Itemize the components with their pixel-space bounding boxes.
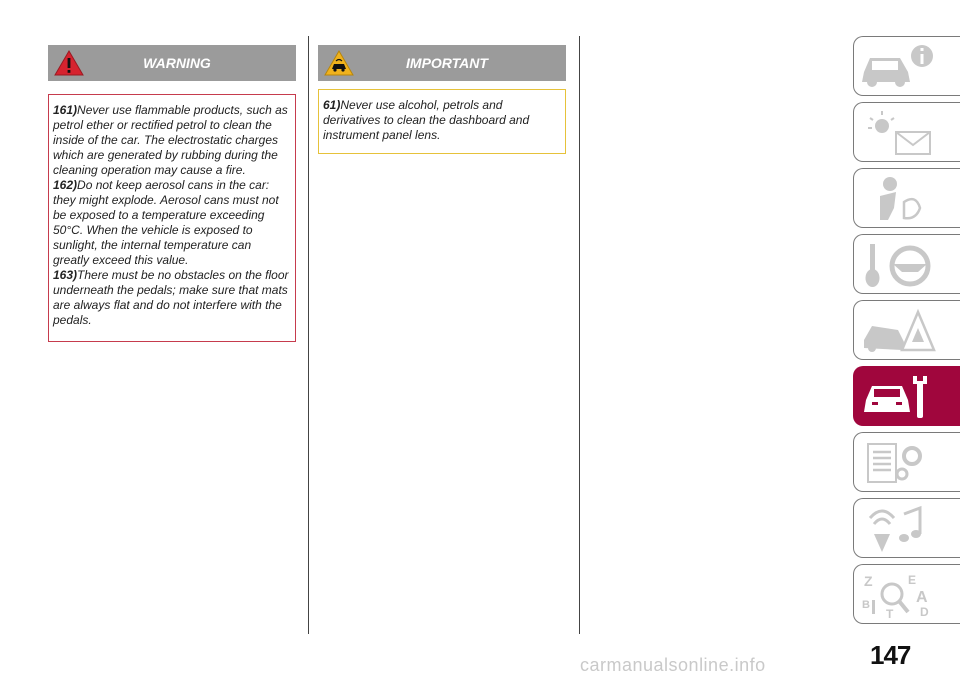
note-text: Never use alcohol, petrols and derivatives to clean the dashboard and instrument panel lens.	[323, 98, 530, 142]
svg-text:A: A	[916, 589, 928, 606]
key-steering-wheel-icon	[860, 240, 936, 288]
page-number: 147	[870, 640, 911, 670]
watermark: carmanualsonline.info	[580, 655, 766, 675]
important-header	[318, 45, 566, 81]
note-text: Never use flammable products, such as petrol ether or rectified petrol to clean the inside of the car. The electrostatic charges which are generated by rubbing during the cleaning operation may cause a fire.	[53, 103, 288, 177]
tab-safety[interactable]	[853, 168, 960, 228]
tab-starting-driving[interactable]	[853, 234, 960, 294]
svg-text:B: B	[862, 599, 870, 611]
note-number: 61)	[323, 98, 341, 112]
note-text: There must be no obstacles on the floor underneath the pedals; make sure that mats are always flat and do not interfere with the pedals.	[53, 268, 289, 327]
note-number: 161)	[53, 103, 78, 117]
tab-car-info[interactable]	[853, 36, 960, 96]
note-text: Do not keep aerosol cans in the car: they might explode. Aerosol cans must not be exposed to a temperature exceeding 50°C. When the vehicle is exposed to sunlight, the internal temperature can greatly exceed this value.	[53, 178, 279, 267]
important-body	[318, 89, 566, 154]
important-note-61	[323, 98, 559, 143]
svg-text:T: T	[886, 607, 894, 618]
warning-note-161	[53, 103, 289, 178]
tab-index[interactable]	[853, 564, 960, 624]
emergency-breakdown-icon	[860, 306, 936, 354]
tab-emergency[interactable]	[853, 300, 960, 360]
tab-technical-data[interactable]	[853, 432, 960, 492]
svg-text:D: D	[920, 605, 929, 618]
car-info-icon	[860, 42, 936, 90]
technical-specs-icon	[860, 438, 936, 486]
warning-body	[48, 94, 296, 342]
tab-maintenance-care[interactable]	[853, 366, 960, 426]
alphabetical-index-icon	[860, 570, 936, 618]
column-divider-right	[579, 36, 580, 634]
multimedia-icon	[860, 504, 936, 552]
safety-airbag-icon	[860, 174, 936, 222]
note-number: 162)	[53, 178, 78, 192]
svg-text:E: E	[908, 573, 917, 587]
warning-triangle-icon	[54, 49, 84, 77]
tab-warning-lights[interactable]	[853, 102, 960, 162]
car-care-triangle-icon	[324, 49, 354, 77]
warning-light-message-icon	[860, 108, 936, 156]
svg-text:Z: Z	[864, 573, 873, 589]
warning-header	[48, 45, 296, 81]
warning-note-162	[53, 178, 289, 268]
warning-title: WARNING	[143, 55, 211, 71]
car-maintenance-icon	[860, 372, 936, 420]
important-title: IMPORTANT	[406, 55, 488, 71]
warning-note-163	[53, 268, 289, 328]
note-number: 163)	[53, 268, 78, 282]
tab-multimedia[interactable]	[853, 498, 960, 558]
column-divider-left	[308, 36, 309, 634]
